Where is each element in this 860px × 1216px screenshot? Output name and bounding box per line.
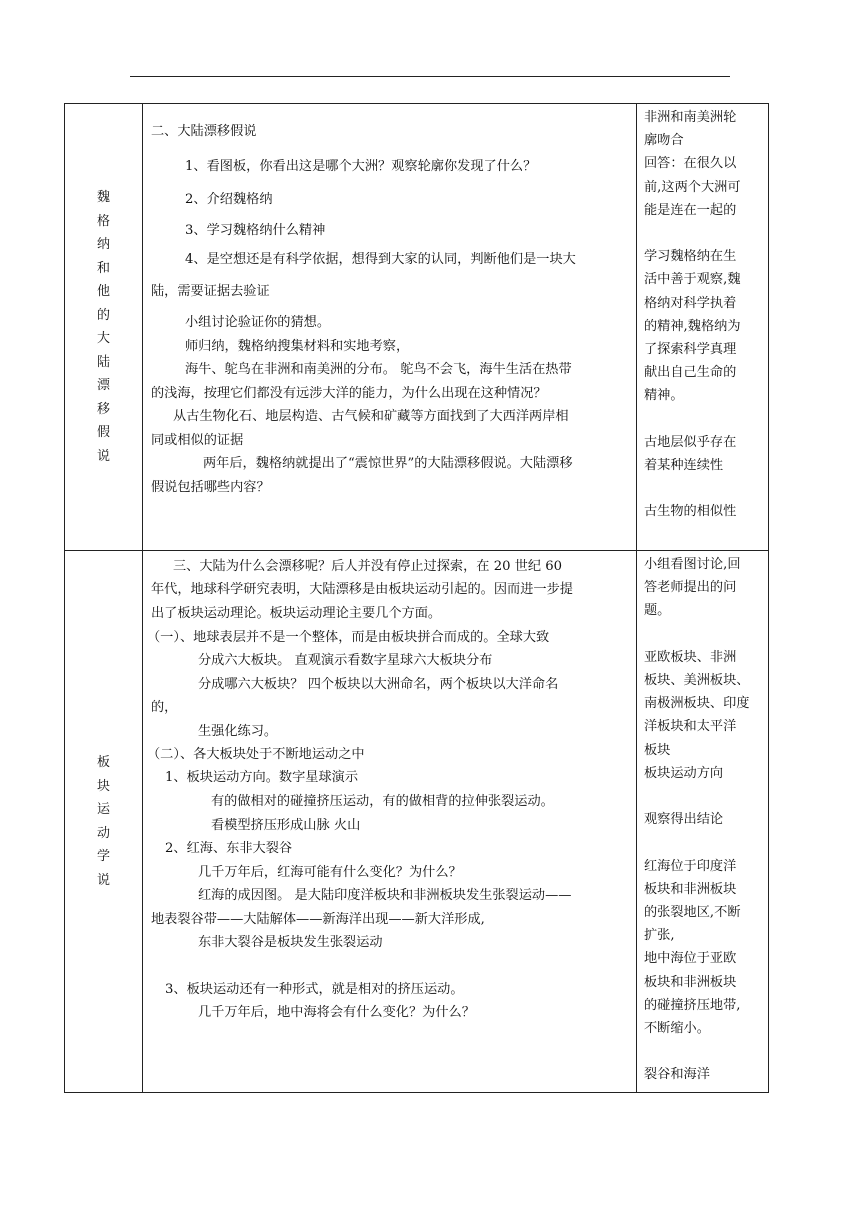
content-line: 分成哪六大板块？ 四个板块以大洲命名，两个板块以大洋命名 <box>198 677 559 692</box>
topic-char: 板 <box>96 755 110 770</box>
note-line: 板块和非洲板块 <box>644 881 737 897</box>
topic-char: 大 <box>96 331 110 346</box>
topic-char: 和 <box>96 260 110 276</box>
note-line: 回答：在很久以 <box>644 156 737 172</box>
content-line: 1、看图板，你看出这是哪个大洲？观察轮廓你发现了什么？ <box>185 159 537 174</box>
content-line: 看模型挤压形成山脉 火山 <box>211 818 361 833</box>
note-line: 亚欧板块、非洲 <box>644 649 737 665</box>
content-cell <box>143 104 637 551</box>
note-line: 不断缩小。 <box>644 1021 710 1037</box>
note-line: 板块 <box>644 742 671 758</box>
section-row-plate-tectonics <box>65 551 769 1093</box>
note-line: 廓吻合 <box>644 133 684 149</box>
content-line: 从古生物化石、地层构造、古气候和矿藏等方面找到了大西洋两岸相 <box>173 409 569 424</box>
topic-char: 动 <box>96 825 110 841</box>
notes-cell <box>637 104 769 551</box>
content-line: 几千万年后，地中海将会有什么变化？为什么？ <box>198 1005 475 1020</box>
note-line: 精神。 <box>644 388 684 404</box>
note-line: 前,这两个大洲可 <box>644 179 741 195</box>
content-line: 3、板块运动还有一种形式，就是相对的挤压运动。 <box>165 982 464 997</box>
topic-char: 块 <box>96 778 110 794</box>
header-rule <box>130 76 730 77</box>
content-line: 师归纳，魏格纳搜集材料和实地考察， <box>185 339 410 354</box>
content-line: 1、板块运动方向。数字星球演示 <box>165 770 359 785</box>
note-line: 小组看图讨论,回 <box>644 557 741 572</box>
content-line: 2、介绍魏格纳 <box>185 192 273 207</box>
lesson-plan-table <box>64 103 769 1093</box>
note-line: 的张裂地区,不断 <box>644 905 741 920</box>
content-line: 红海的成因图。 是大陆印度洋板块和非洲板块发生张裂运动—— <box>198 888 572 903</box>
topic-char: 格 <box>96 213 110 229</box>
topic-char: 学 <box>96 849 110 864</box>
content-line: 出了板块运动理论。板块运动理论主要几个方面。 <box>151 606 442 621</box>
topic-char: 漂 <box>96 378 110 393</box>
note-line: 板块运动方向 <box>644 765 724 781</box>
content-line: 东非大裂谷是板块发生张裂运动 <box>198 935 383 950</box>
note-line: 板块和非洲板块 <box>644 974 737 990</box>
content-line: 小组讨论验证你的猜想。 <box>185 315 331 330</box>
note-line: 红海位于印度洋 <box>644 858 737 874</box>
note-line: 题。 <box>644 603 671 619</box>
content-line: 陆，需要证据去验证 <box>151 284 270 299</box>
notes-cell <box>637 551 769 1093</box>
note-line: 板块、美洲板块、 <box>644 673 750 688</box>
note-line: 答老师提出的问 <box>644 580 737 596</box>
topic-char: 陆 <box>96 354 110 370</box>
content-line: 两年后，魏格纳就提出了“震惊世界”的大陆漂移假说。大陆漂移 <box>203 456 573 471</box>
note-line: 观察得出结论 <box>644 812 724 828</box>
content-line: （一）、地球表层并不是一个整体，而是由板块拼合而成的。全球大致 <box>147 630 550 645</box>
content-line: 生强化练习。 <box>198 724 278 739</box>
content-line: 2、红海、东非大裂谷 <box>165 841 293 856</box>
content-line: 年代，地球科学研究表明，大陆漂移是由板块运动引起的。因而进一步提 <box>151 582 573 597</box>
note-line: 活中善于观察,魏 <box>644 272 741 288</box>
content-line: 假说包括哪些内容？ <box>151 480 270 495</box>
note-line: 能是连在一起的 <box>644 202 737 218</box>
note-line: 地中海位于亚欧 <box>644 951 737 967</box>
content-line: 海牛、鸵鸟在非洲和南美洲的分布。 鸵鸟不会飞，海牛生活在热带 <box>185 362 572 377</box>
content-line: 的， <box>151 700 178 715</box>
note-line: 南极洲板块、印度 <box>644 696 750 712</box>
topic-char: 他 <box>96 284 110 299</box>
content-line: 同或相似的证据 <box>151 433 244 448</box>
content-line: 二、大陆漂移假说 <box>151 124 257 139</box>
content-line: 的浅海，按理它们都没有远涉大洋的能力，为什么出现在这种情况？ <box>151 386 547 401</box>
topic-char: 运 <box>96 802 110 817</box>
topic-cell <box>65 104 143 551</box>
content-line: 3、学习魏格纳什么精神 <box>185 223 326 238</box>
section-row-continental-drift <box>65 104 769 551</box>
note-line: 古生物的相似性 <box>644 504 737 520</box>
note-line: 了探索科学真理 <box>644 342 737 358</box>
topic-cell <box>65 551 143 1093</box>
note-line: 洋板块和太平洋 <box>644 719 737 735</box>
content-line: 三、大陆为什么会漂移呢？后人并没有停止过探索，在 20 世纪 60 <box>173 559 563 574</box>
note-line: 扩张, <box>644 928 675 944</box>
content-line: （二）、各大板块处于不断地运动之中 <box>147 747 365 762</box>
topic-char: 假 <box>96 425 110 440</box>
content-line: 几千万年后，红海可能有什么变化？为什么？ <box>198 865 462 880</box>
note-line: 裂谷和海洋 <box>644 1067 710 1083</box>
content-line: 地表裂谷带——大陆解体——新海洋出现——新大洋形成, <box>151 912 485 927</box>
note-line: 的精神,魏格纳为 <box>644 318 741 334</box>
note-line: 的碰撞挤压地带, <box>644 997 741 1013</box>
topic-char: 移 <box>96 401 110 417</box>
topic-char: 纳 <box>96 237 110 252</box>
note-line: 格纳对科学执着 <box>644 295 737 311</box>
content-line: 4、是空想还是有科学依据，想得到大家的认同，判断他们是一块大 <box>185 252 576 267</box>
note-line: 非洲和南美洲轮 <box>644 110 737 125</box>
note-line: 学习魏格纳在生 <box>644 249 737 265</box>
topic-char: 说 <box>96 872 110 888</box>
topic-char: 魏 <box>96 190 110 205</box>
content-cell <box>143 551 637 1093</box>
note-line: 着某种连续性 <box>644 458 724 474</box>
content-line: 有的做相对的碰撞挤压运动，有的做相背的拉伸张裂运动。 <box>211 794 554 809</box>
note-line: 献出自己生命的 <box>644 365 737 381</box>
content-line: 分成六大板块。 直观演示看数字星球六大板块分布 <box>198 653 493 668</box>
topic-char: 的 <box>96 307 110 323</box>
topic-char: 说 <box>96 448 110 464</box>
note-line: 古地层似乎存在 <box>644 434 737 450</box>
